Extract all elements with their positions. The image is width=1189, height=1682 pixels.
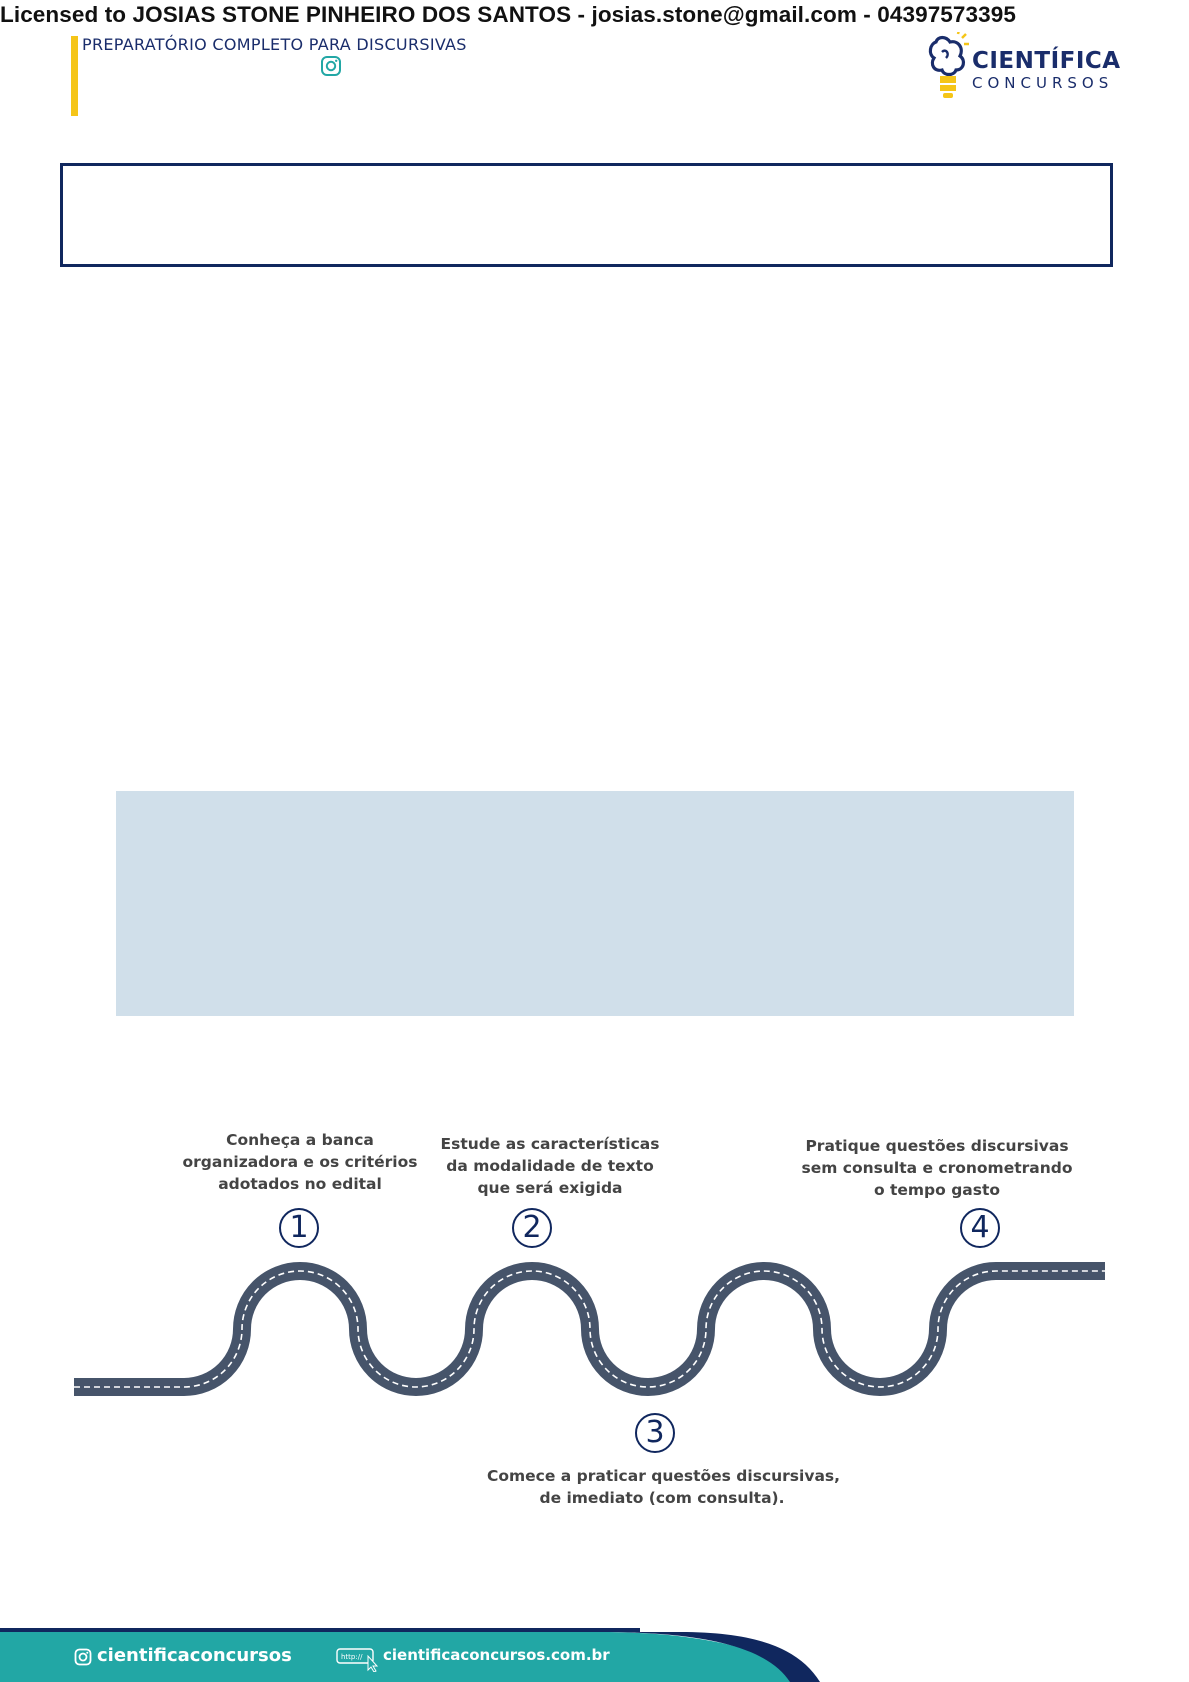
web-icon-text: http:// [341,1653,363,1661]
step-2-number: 2 [512,1208,552,1248]
step-4-number: 4 [960,1208,1000,1248]
winding-road [0,1190,1189,1420]
header-accent-bar [71,36,78,116]
logo-word: CIENTÍFICA [972,48,1121,74]
step-2-text [425,1133,675,1199]
step-2-line-2: da modalidade de texto [446,1157,654,1175]
step-1-line-3: adotados no edital [218,1175,382,1193]
footer-website[interactable]: cientificaconcursos.com.br [383,1646,610,1664]
step-3-line-1: Comece a praticar questões discursivas, [487,1467,841,1485]
step-4-line-3: o tempo gasto [873,1181,1001,1199]
step-4-text [799,1135,1075,1201]
cientifica-logo [924,30,1120,102]
step-2-line-1: Estude as características [440,1135,660,1153]
footer-instagram-icon[interactable] [74,1648,92,1666]
course-title: PREPARATÓRIO COMPLETO PARA DISCURSIVAS [82,35,467,54]
license-text: Licensed to JOSIAS STONE PINHEIRO DOS SANTOS - josias.stone@gmail.com - 04397573395 [0,2,1016,27]
step-1-line-1: Conheça a banca [226,1131,374,1149]
step-3-number: 3 [635,1413,675,1453]
step-3-line-2: de imediato (com consulta). [539,1489,785,1507]
step-1-number: 1 [279,1208,319,1248]
footer-instagram-handle[interactable]: cientificaconcursos [97,1645,292,1666]
title-box [60,163,1113,267]
instagram-icon[interactable] [320,55,342,77]
step-3-text [487,1465,841,1509]
lightbulb-brain-icon [924,32,970,102]
step-1-line-2: organizadora e os critérios [182,1153,418,1171]
step-4-line-1: Pratique questões discursivas [805,1137,1069,1155]
step-2-line-3: que será exigida [477,1179,623,1197]
web-cursor-icon [336,1648,382,1672]
step-1-text [175,1129,425,1195]
info-box [116,791,1074,1016]
logo-subtitle: CONCURSOS [972,74,1114,92]
step-4-line-2: sem consulta e cronometrando [801,1159,1073,1177]
